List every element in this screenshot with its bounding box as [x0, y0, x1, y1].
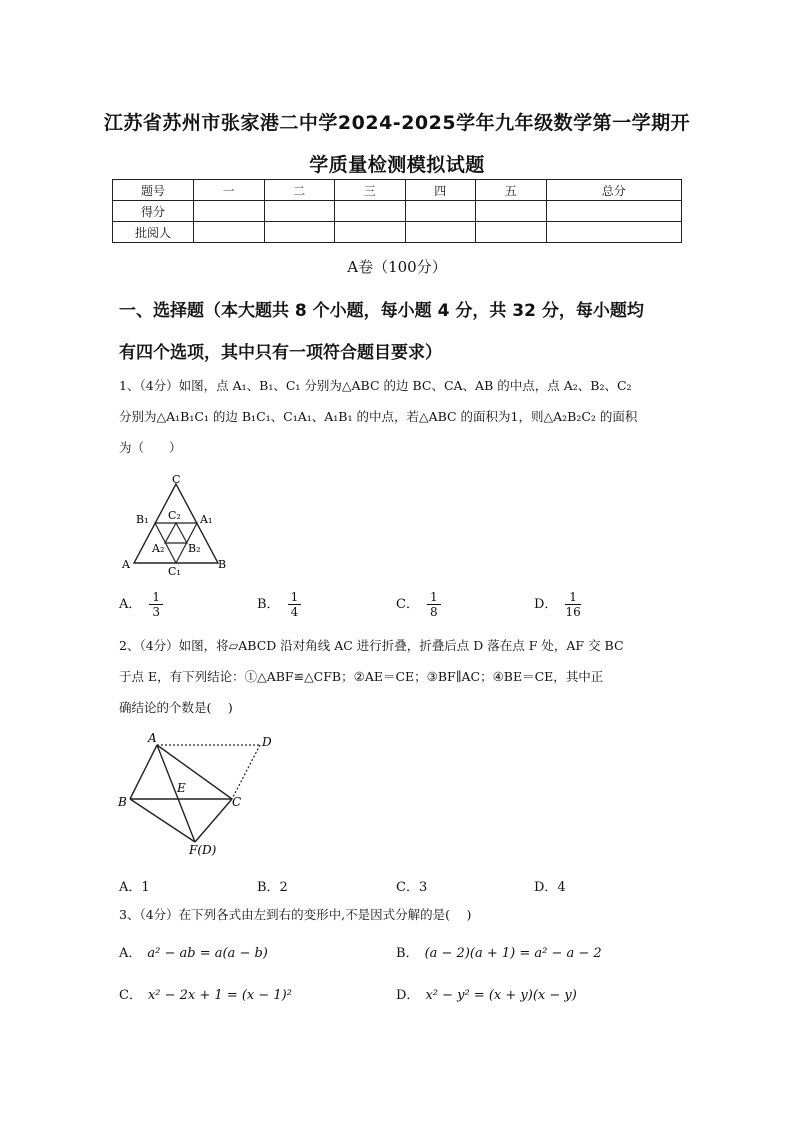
fraction	[149, 590, 163, 619]
line-AF	[157, 745, 195, 842]
option-letter: C．	[396, 597, 419, 612]
score-table-header-cell: 四	[405, 180, 476, 201]
label-C2: C₂	[168, 509, 181, 522]
section1-heading-line2: 有四个选项，其中只有一项符合题目要求）	[119, 343, 442, 363]
q3-text: 3、（4分）在下列各式由左到右的变形中,不是因式分解的是( )	[119, 907, 472, 922]
q1-text	[119, 370, 679, 463]
page-title-line1: 江苏省苏州市张家港二中学2024-2025学年九年级数学第一学期开	[103, 112, 691, 134]
q2-option-d[interactable]: D．4	[534, 880, 566, 895]
fraction	[288, 590, 302, 619]
q1-option-b[interactable]	[257, 590, 301, 619]
q2-line2: 于点 E，有下列结论：①△ABF≌△CFB；②AE＝CE；③BF∥AC；④BE＝CE，其中正	[119, 669, 604, 684]
q3-option-b[interactable]	[396, 942, 602, 961]
option-letter: A．	[119, 946, 142, 961]
fraction	[565, 590, 580, 619]
numerator: 1	[565, 590, 580, 605]
score-table-header-cell: 五	[476, 180, 547, 201]
q2-figure	[115, 728, 285, 860]
score-table-header-row	[113, 180, 682, 201]
label-C: C	[232, 795, 242, 809]
score-table	[112, 179, 682, 243]
q2-option-b[interactable]: B．2	[257, 880, 288, 895]
numerator: 1	[288, 590, 302, 605]
reviewer-cell[interactable]	[194, 222, 265, 243]
q1-option-a[interactable]	[119, 590, 163, 619]
line-BF	[130, 799, 195, 842]
score-table-header-cell: 总分	[546, 180, 682, 201]
label-B: B	[218, 558, 227, 571]
label-F: F(D)	[189, 843, 217, 857]
label-E: E	[177, 781, 186, 795]
score-cell[interactable]	[476, 201, 547, 222]
score-table-header-cell: 一	[194, 180, 265, 201]
label-B2: B₂	[188, 542, 201, 555]
q2-line1: 2、（4分）如图，将▱ABCD 沿对角线 AC 进行折叠，折叠后点 D 落在点 F 处，AF 交 BC	[119, 638, 624, 653]
q1-figure	[118, 470, 233, 582]
score-table-row-reviewer	[113, 222, 682, 243]
label-A1: A₁	[200, 513, 213, 526]
option-letter: A．	[119, 597, 142, 612]
denominator: 3	[152, 605, 161, 619]
reviewer-cell[interactable]	[405, 222, 476, 243]
label-C1: C₁	[168, 565, 181, 578]
option-letter: B．	[257, 597, 280, 612]
denominator: 4	[290, 605, 299, 619]
option-letter: D．	[534, 597, 558, 612]
score-cell[interactable]	[546, 201, 682, 222]
score-table-header-cell: 二	[264, 180, 335, 201]
line-CF	[195, 799, 232, 842]
numerator: 1	[427, 590, 441, 605]
label-A: A	[148, 731, 157, 745]
volume-heading: A卷（100分）	[347, 258, 447, 276]
option-expression: (a − 2)(a + 1) = a² − a − 2	[424, 946, 602, 961]
score-row-label: 得分	[113, 201, 194, 222]
score-cell[interactable]	[405, 201, 476, 222]
q2-text	[119, 630, 679, 723]
fraction	[427, 590, 441, 619]
reviewer-cell[interactable]	[476, 222, 547, 243]
score-cell[interactable]	[264, 201, 335, 222]
label-B: B	[118, 795, 127, 809]
score-table-header-cell: 三	[335, 180, 406, 201]
label-D: D	[262, 735, 272, 749]
q3-option-d[interactable]	[396, 984, 577, 1003]
reviewer-row-label: 批阅人	[113, 222, 194, 243]
line-AB	[130, 745, 157, 799]
q2-line3: 确结论的个数是( )	[119, 700, 233, 715]
denominator: 8	[429, 605, 438, 619]
label-C: C	[172, 473, 181, 486]
numerator: 1	[149, 590, 163, 605]
q1-line1: 1、（4分）如图，点 A₁、B₁、C₁ 分别为△ABC 的边 BC、CA、AB 的中点，点 A₂、B₂、C₂	[119, 378, 632, 393]
triangle-a2b2c2	[165, 523, 187, 543]
q1-option-d[interactable]	[534, 590, 581, 619]
option-letter: D．	[396, 988, 420, 1003]
score-table-header-cell: 题号	[113, 180, 194, 201]
option-expression: a² − ab = a(a − b)	[147, 946, 268, 961]
q1-line2: 分别为△A₁B₁C₁ 的边 B₁C₁、C₁A₁、A₁B₁ 的中点，若△ABC 的面积为1，则△A₂B₂C₂ 的面积	[119, 409, 638, 424]
option-letter: B．	[396, 946, 419, 961]
score-cell[interactable]	[194, 201, 265, 222]
denominator: 16	[565, 605, 581, 619]
q3-option-a[interactable]	[119, 942, 268, 961]
page-title-line2: 学质量检测模拟试题	[309, 154, 485, 176]
label-A2: A₂	[152, 542, 165, 555]
option-expression: x² − y² = (x + y)(x − y)	[425, 988, 577, 1003]
option-letter: C．	[119, 988, 142, 1003]
reviewer-cell[interactable]	[335, 222, 406, 243]
score-cell[interactable]	[335, 201, 406, 222]
reviewer-cell[interactable]	[264, 222, 335, 243]
label-B1: B₁	[136, 513, 149, 526]
score-table-row-score	[113, 201, 682, 222]
reviewer-cell[interactable]	[546, 222, 682, 243]
line-DC	[232, 745, 260, 799]
q1-option-c[interactable]	[396, 590, 441, 619]
option-expression: x² − 2x + 1 = (x − 1)²	[147, 988, 292, 1003]
label-A: A	[122, 558, 130, 571]
q3-option-c[interactable]	[119, 984, 292, 1003]
section1-heading-line1: 一、选择题（本大题共 8 个小题，每小题 4 分，共 32 分，每小题均	[119, 301, 644, 321]
q2-option-c[interactable]: C．3	[396, 880, 428, 895]
q1-line3: 为（ ）	[119, 440, 182, 455]
q2-option-a[interactable]: A．1	[119, 880, 150, 895]
